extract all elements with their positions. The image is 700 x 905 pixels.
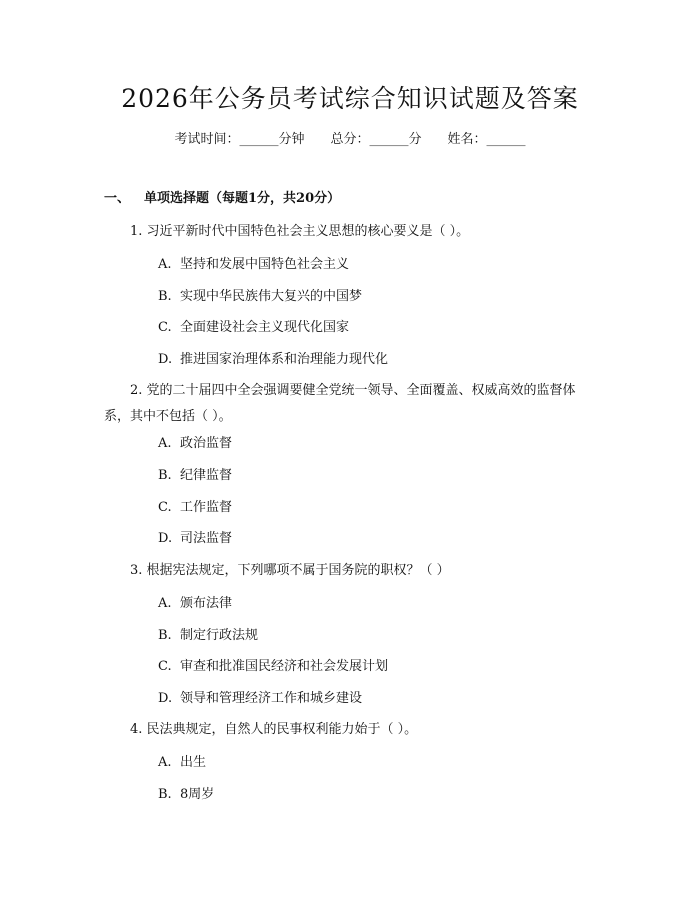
option-text: 司法监督 — [180, 531, 233, 546]
option-text: 工作监督 — [180, 500, 233, 515]
option-letter: B. — [158, 468, 172, 483]
question-4: 4. 民法典规定，自然人的民事权利能力始于（ ）。 — [130, 722, 418, 737]
section-heading — [104, 190, 340, 208]
option-text: 全面建设社会主义现代化国家 — [180, 320, 350, 335]
question-2: 2. 党的二十届四中全会强调要健全党统一领导、全面覆盖、权威高效的监督体系，其中不包括（ ）。 — [104, 383, 576, 424]
option-letter: D. — [158, 691, 173, 706]
question-2-option-a — [158, 435, 232, 453]
question-2-option-c — [158, 499, 232, 517]
option-text: 审查和批准国民经济和社会发展计划 — [180, 659, 389, 674]
exam-meta — [0, 131, 700, 149]
option-letter: B. — [158, 628, 172, 643]
exam-name: 姓名：______ — [447, 132, 526, 147]
option-text: 颁布法律 — [180, 596, 233, 611]
question-3: 3. 根据宪法规定，下列哪项不属于国务院的职权？（ ） — [130, 563, 450, 578]
page-title: 2026年公务员考试综合知识试题及答案 — [121, 84, 579, 113]
question-3-option-d — [158, 690, 362, 708]
option-letter: A. — [158, 257, 172, 272]
exam-time: 考试时间：______分钟 — [174, 132, 305, 147]
option-text: 8周岁 — [180, 787, 215, 802]
option-text: 政治监督 — [180, 436, 233, 451]
option-text: 坚持和发展中国特色社会主义 — [180, 257, 350, 272]
question-1-option-a — [158, 256, 349, 274]
question-1-option-b — [158, 288, 362, 306]
option-letter: D. — [158, 352, 173, 367]
option-letter: A. — [158, 755, 172, 770]
section-number: 一、 — [104, 191, 131, 206]
option-letter: A. — [158, 436, 172, 451]
question-3-option-a — [158, 595, 232, 613]
section-title: 单项选择题（每题1分，共20分） — [144, 191, 341, 206]
question-3-option-c — [158, 658, 388, 676]
exam-score: 总分：______分 — [330, 132, 422, 147]
option-letter: C. — [158, 500, 172, 515]
option-text: 制定行政法规 — [180, 628, 259, 643]
option-letter: B. — [158, 289, 172, 304]
option-text: 出生 — [180, 755, 207, 770]
question-1: 1. 习近平新时代中国特色社会主义思想的核心要义是（ ）。 — [130, 224, 470, 239]
option-text: 实现中华民族伟大复兴的中国梦 — [180, 289, 363, 304]
option-letter: D. — [158, 531, 173, 546]
question-4-option-b — [158, 786, 214, 804]
option-letter: C. — [158, 659, 172, 674]
question-2-option-b — [158, 467, 232, 485]
question-2-option-d — [158, 530, 232, 548]
option-text: 领导和管理经济工作和城乡建设 — [180, 691, 363, 706]
question-1-option-c — [158, 319, 349, 337]
option-letter: C. — [158, 320, 172, 335]
question-1-option-d — [158, 351, 388, 369]
option-text: 推进国家治理体系和治理能力现代化 — [180, 352, 389, 367]
option-text: 纪律监督 — [180, 468, 233, 483]
question-3-option-b — [158, 627, 258, 645]
question-4-option-a — [158, 754, 206, 772]
option-letter: A. — [158, 596, 172, 611]
option-letter: B. — [158, 787, 172, 802]
